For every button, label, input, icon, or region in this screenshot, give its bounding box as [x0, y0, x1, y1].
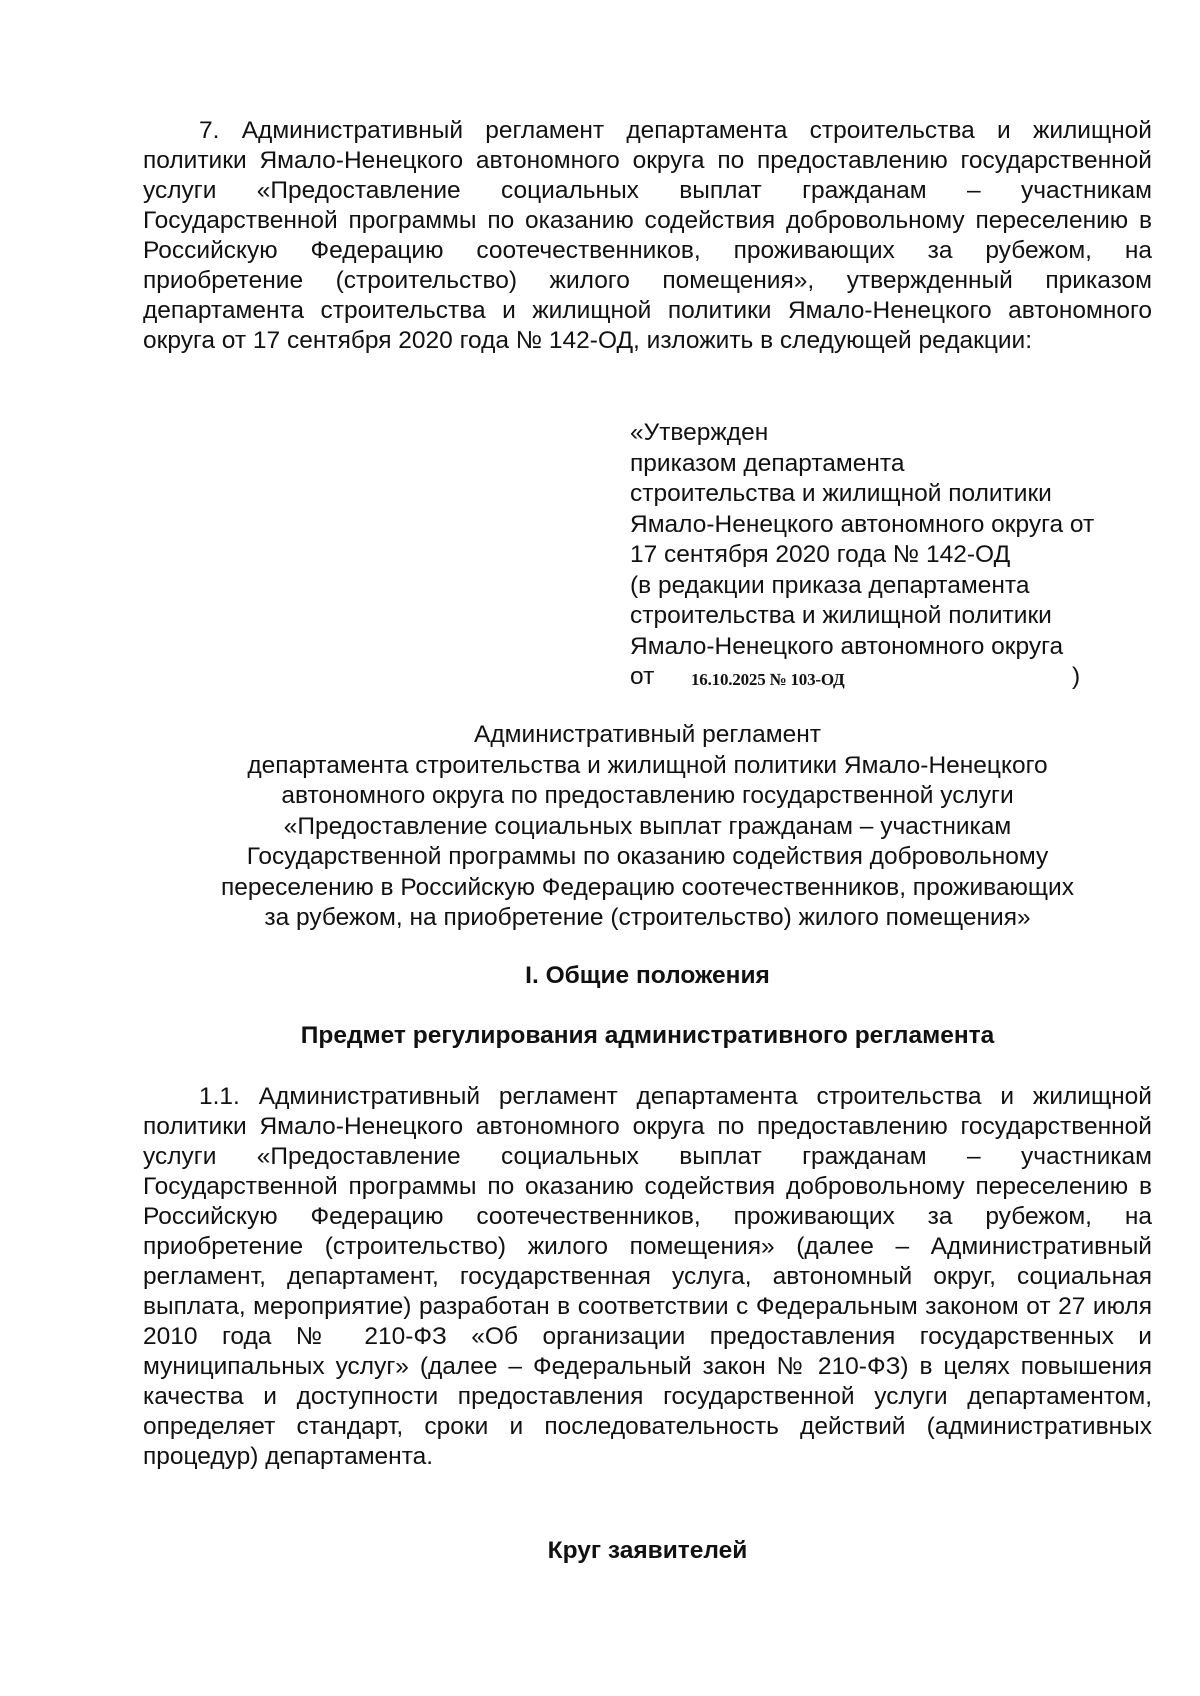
approval-line: строительства и жилищной политики [630, 480, 1052, 507]
section-heading-general: I. Общие положения [525, 962, 770, 989]
paragraph-1-1: 1.1. Административный регламент департамента строительства и жилищной политики Ямало-Ненецкого автономного округа по предоставлению государственной услуги «Предоставление социальных выплат гражданам – участникам Государственной программы по оказанию содействия добровольному переселению в Российскую Федерацию соотечественников, проживающих за рубежом, на приобретение (строительство) жилого помещения» (далее – Административный регламент, департамент, государственная услуга, автономный округ, социальная выплата, мероприятие) разработан в соответствии с Федеральным законом от 27 июля 2010 года № 210-ФЗ «Об организации предоставления государственных и муниципальных услуг» (далее – Федеральный закон № 210-ФЗ) в целях повышения качества и доступности предоставления государственной услуги департаментом, определяет стандарт, сроки и последовательность действий (административных процедур) департамента. [143, 1083, 1152, 1470]
approval-line: «Утвержден [630, 419, 769, 446]
regulation-title-line: Государственной программы по оказанию содействия добровольному [246, 843, 1049, 870]
approval-line: Ямало-Ненецкого автономного округа [630, 632, 1064, 660]
approval-line: приказом департамента [630, 449, 905, 477]
approval-line: строительства и жилищной политики [630, 602, 1052, 629]
subheading-subject: Предмет регулирования административного регламента [300, 1022, 995, 1049]
regulation-title-line: департамента строительства и жилищной политики Ямало-Ненецкого [247, 751, 1048, 779]
subheading-applicants: Круг заявителей [547, 1537, 748, 1564]
approval-date-stamp: 16.10.2025 № 103-ОД [691, 670, 845, 689]
regulation-title-line: «Предоставление социальных выплат гражданам – участникам [283, 812, 1012, 840]
approval-line: 17 сентября 2020 года № 142-ОД [630, 541, 1011, 568]
approval-date-prefix: от [630, 663, 655, 690]
regulation-title-line: за рубежом, на приобретение (строительство) жилого помещения» [264, 904, 1031, 931]
regulation-title-line: переселению в Российскую Федерацию соотечественников, проживающих [221, 873, 1074, 901]
approval-stamp-block [630, 418, 1150, 693]
approval-date-line [630, 662, 1150, 693]
regulation-title [143, 720, 1152, 934]
approval-line: (в редакции приказа департамента [630, 571, 1030, 599]
paragraph-7: 7. Административный регламент департамента строительства и жилищной политики Ямало-Ненецкого автономного округа по предоставлению государственной услуги «Предоставление социальных выплат гражданам – участникам Государственной программы по оказанию содействия добровольному переселению в Российскую Федерацию соотечественников, проживающих за рубежом, на приобретение (строительство) жилого помещения», утвержденный приказом департамента строительства и жилищной политики Ямало-Ненецкого автономного округа от 17 сентября 2020 года № 142-ОД, изложить в следующей редакции: [143, 117, 1152, 354]
regulation-title-line: Административный регламент [474, 721, 821, 748]
approval-date-close: ) [1072, 663, 1081, 690]
regulation-title-line: автономного округа по предоставлению государственной услуги [281, 782, 1014, 809]
approval-line: Ямало-Ненецкого автономного округа от [630, 510, 1095, 538]
